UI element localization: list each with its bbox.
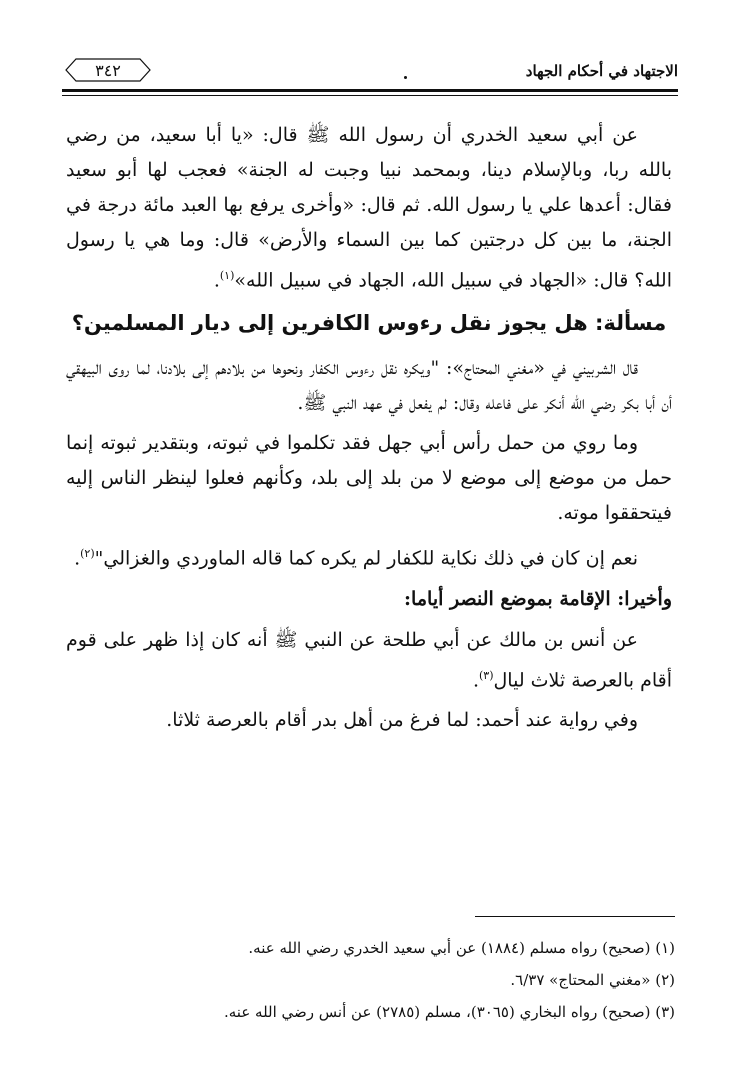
paragraph-sherbini <box>66 351 672 421</box>
footnote-separator <box>475 916 675 917</box>
paragraph-text: نعم إن كان في ذلك نكاية للكفار لم يكره كما قاله الماوردي والغزالي" <box>94 547 638 570</box>
subheading-iqama: وأخيرا: الإقامة بموضع النصر أياما: <box>404 587 672 610</box>
section-heading: مسألة: هل يجوز نقل رءوس الكافرين إلى ديار المسلمين؟ <box>71 311 667 336</box>
paragraph-text: وما روي من حمل رأس أبي جهل فقد تكلموا في ثبوته، وبتقدير ثبوته إنما حمل من موضع إلى موضع لا من بلد إلى بلد، وكأنهم فعلوا لينظر الناس إليه فيتحققوا موته. <box>66 432 672 525</box>
paragraph-abu-jahl <box>66 426 672 531</box>
page-number: ٣٤٢ <box>95 61 121 80</box>
paragraph-text: قال الشربيني في «مغني المحتاج»: "ويكره نقل رءوس الكفار ونحوها من بلادهم إلى بلادنا، لما روى البيهقي أن أبا بكر رضي الله أنكر على فاعله وقال: لم يفعل في عهد النبي ﷺ. <box>66 357 672 415</box>
paragraph-hadith-abu-said: عن أبي سعيد الخدري أن رسول الله ﷺ قال: «يا أبا سعيد، من رضي بالله ربا، وبالإسلام دينا، وبمحمد نبيا وجبت له الجنة» فعجب لها أبو سعيد فقال: أعدها علي يا رسول الله. ثم قال: «وأخرى يرفع بها العبد مائة درجة في الجنة، ما بين كل درجتين كما بين السماء والأرض» قال: وما هي يا رسول الله؟ قال: «الجهاد في سبيل الله، الجهاد في سبيل الله»$^{(١)}$. <box>66 124 672 292</box>
paragraph-nikaya: نعم إن كان في ذلك نكاية للكفار لم يكره كما قاله الماوردي والغزالي"$^{(٢)}$. <box>74 547 638 570</box>
footnote-ref: (٣) <box>478 668 494 682</box>
paragraph-text: وفي رواية عند أحمد: لما فرغ من أهل بدر أقام بالعرصة ثلاثا. <box>166 708 638 731</box>
page-header <box>62 52 678 94</box>
page-number-frame <box>64 57 152 83</box>
paragraph-anas: عن أنس بن مالك عن أبي طلحة عن النبي ﷺ أنه كان إذا ظهر على قوم أقام بالعرصة ثلاث ليال$^{(٣)}$. <box>66 628 672 691</box>
paragraph-text: عن أبي سعيد الخدري أن رسول الله ﷺ قال: «يا أبا سعيد، من رضي بالله ربا، وبالإسلام دينا، وبمحمد نبيا وجبت له الجنة» فعجب لها أبو سعيد فقال: أعدها علي يا رسول الله. ثم قال: «وأخرى يرفع بها العبد مائة درجة في الجنة، ما بين كل درجتين كما بين السماء والأرض» قال: وما هي يا رسول الله؟ قال: «الجهاد في سبيل الله، الجهاد في سبيل الله» <box>66 124 672 292</box>
header-dot <box>404 76 407 79</box>
main-text <box>66 118 672 743</box>
footnote-ref: (٢) <box>80 547 95 561</box>
footnote-ref: (١) <box>219 269 235 282</box>
footnote-3: (٣) (صحيح) رواه البخاري (٣٠٦٥)، مسلم (٢٧٨٥) عن أنس رضي الله عنه. <box>223 1003 675 1021</box>
header-rule-thin <box>62 95 678 96</box>
header-rule-thick <box>62 89 678 92</box>
footnote-2: (٢) «مغني المحتاج» ٦/٣٧. <box>510 971 675 989</box>
footnote-1: (١) (صحيح) رواه مسلم (١٨٨٤) عن أبي سعيد الخدري رضي الله عنه. <box>248 939 675 957</box>
paragraph-ahmad <box>66 703 672 738</box>
paragraph-text: عن أنس بن مالك عن أبي طلحة عن النبي ﷺ أنه كان إذا ظهر على قوم أقام بالعرصة ثلاث ليال <box>66 628 672 691</box>
running-title: الاجتهاد في أحكام الجهاد <box>525 62 678 80</box>
footnotes <box>85 932 675 1028</box>
